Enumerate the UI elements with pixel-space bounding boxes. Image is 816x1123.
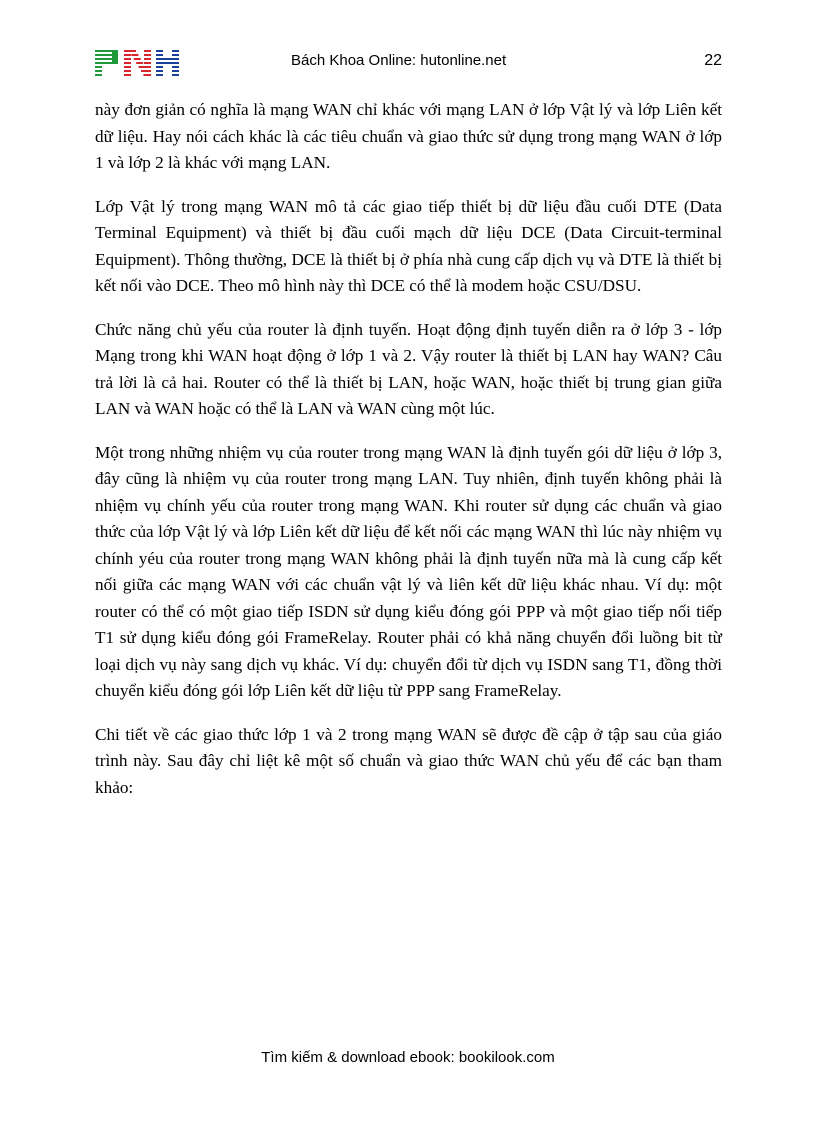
page-footer: Tìm kiếm & download ebook: bookilook.com <box>261 1049 555 1066</box>
paragraph: Chi tiết về các giao thức lớp 1 và 2 trong mạng WAN sẽ được đề cập ở tập sau của giáo trình này. Sau đây chỉ liệt kê một số chuẩn và giao thức WAN chủ yếu để các bạn tham khảo: <box>95 724 722 797</box>
paragraph: Chức năng chủ yếu của router là định tuyến. Hoạt động định tuyến diễn ra ở lớp 3 - lớp Mạng trong khi WAN hoạt động ở lớp 1 và 2. Vậy router là thiết bị LAN hay WAN? Câu trả lời là cả hai. Router có thể là thiết bị LAN, hoặc WAN, hoặc thiết bị trung gian giữa LAN và WAN hoặc có thể là LAN và WAN cùng một lúc. <box>95 319 722 418</box>
header-title: Bách Khoa Online: hutonline.net <box>291 52 507 69</box>
pnh-logo <box>95 50 179 76</box>
logo-letter-p <box>95 50 118 76</box>
paragraph: Lớp Vật lý trong mạng WAN mô tả các giao tiếp thiết bị dữ liệu đầu cuối DTE (Data Terminal Equipment) và thiết bị đầu cuối mạch dữ liệu DCE (Data Circuit-terminal Equipment). Thông thường, DCE là thiết bị ở phía nhà cung cấp dịch vụ và DTE là thiết bị kết nối vào DCE. Theo mô hình này thì DCE có thể là modem hoặc CSU/DSU. <box>95 196 722 295</box>
page-number: 22 <box>704 52 722 69</box>
paragraph: này đơn giản có nghĩa là mạng WAN chỉ khác với mạng LAN ở lớp Vật lý và lớp Liên kết dữ liệu. Hay nói cách khác là các tiêu chuẩn và giao thức sử dụng trong mạng WAN ở lớp 1 và lớp 2 là khác với mạng LAN. <box>95 100 722 172</box>
page-header <box>95 48 722 78</box>
body-text <box>95 97 722 818</box>
paragraph: Một trong những nhiệm vụ của router trong mạng WAN là định tuyến gói dữ liệu ở lớp 3, đây cũng là nhiệm vụ của router trong mạng LAN. Tuy nhiên, định tuyến không phải là nhiệm vụ chính yếu của router trong mạng WAN. Khi router sử dụng các chuẩn và giao thức của lớp Vật lý và lớp Liên kết dữ liệu để kết nối các mạng WAN thì lúc này nhiệm vụ chính yéu của router trong mạng WAN không phải là định tuyến nữa mà là cung cấp kết nối giữa các mạng WAN với các chuẩn vật lý và liên kết dữ liệu khác nhau. Ví dụ: một router có thể có một giao tiếp ISDN sử dụng kiểu đóng gói PPP và một giao tiếp nối tiếp T1 sử dụng kiểu đóng gói FrameRelay. Router phải có khả năng chuyển đổi luồng bit từ loại dịch vụ này sang dịch vụ khác. Ví dụ: chuyển đổi từ dịch vụ ISDN sang T1, đồng thời chuyển kiểu đóng gói lớp Liên kết dữ liệu từ PPP sang FrameRelay. <box>95 442 722 700</box>
logo-letter-h <box>156 50 179 76</box>
logo-letter-n <box>124 50 151 76</box>
